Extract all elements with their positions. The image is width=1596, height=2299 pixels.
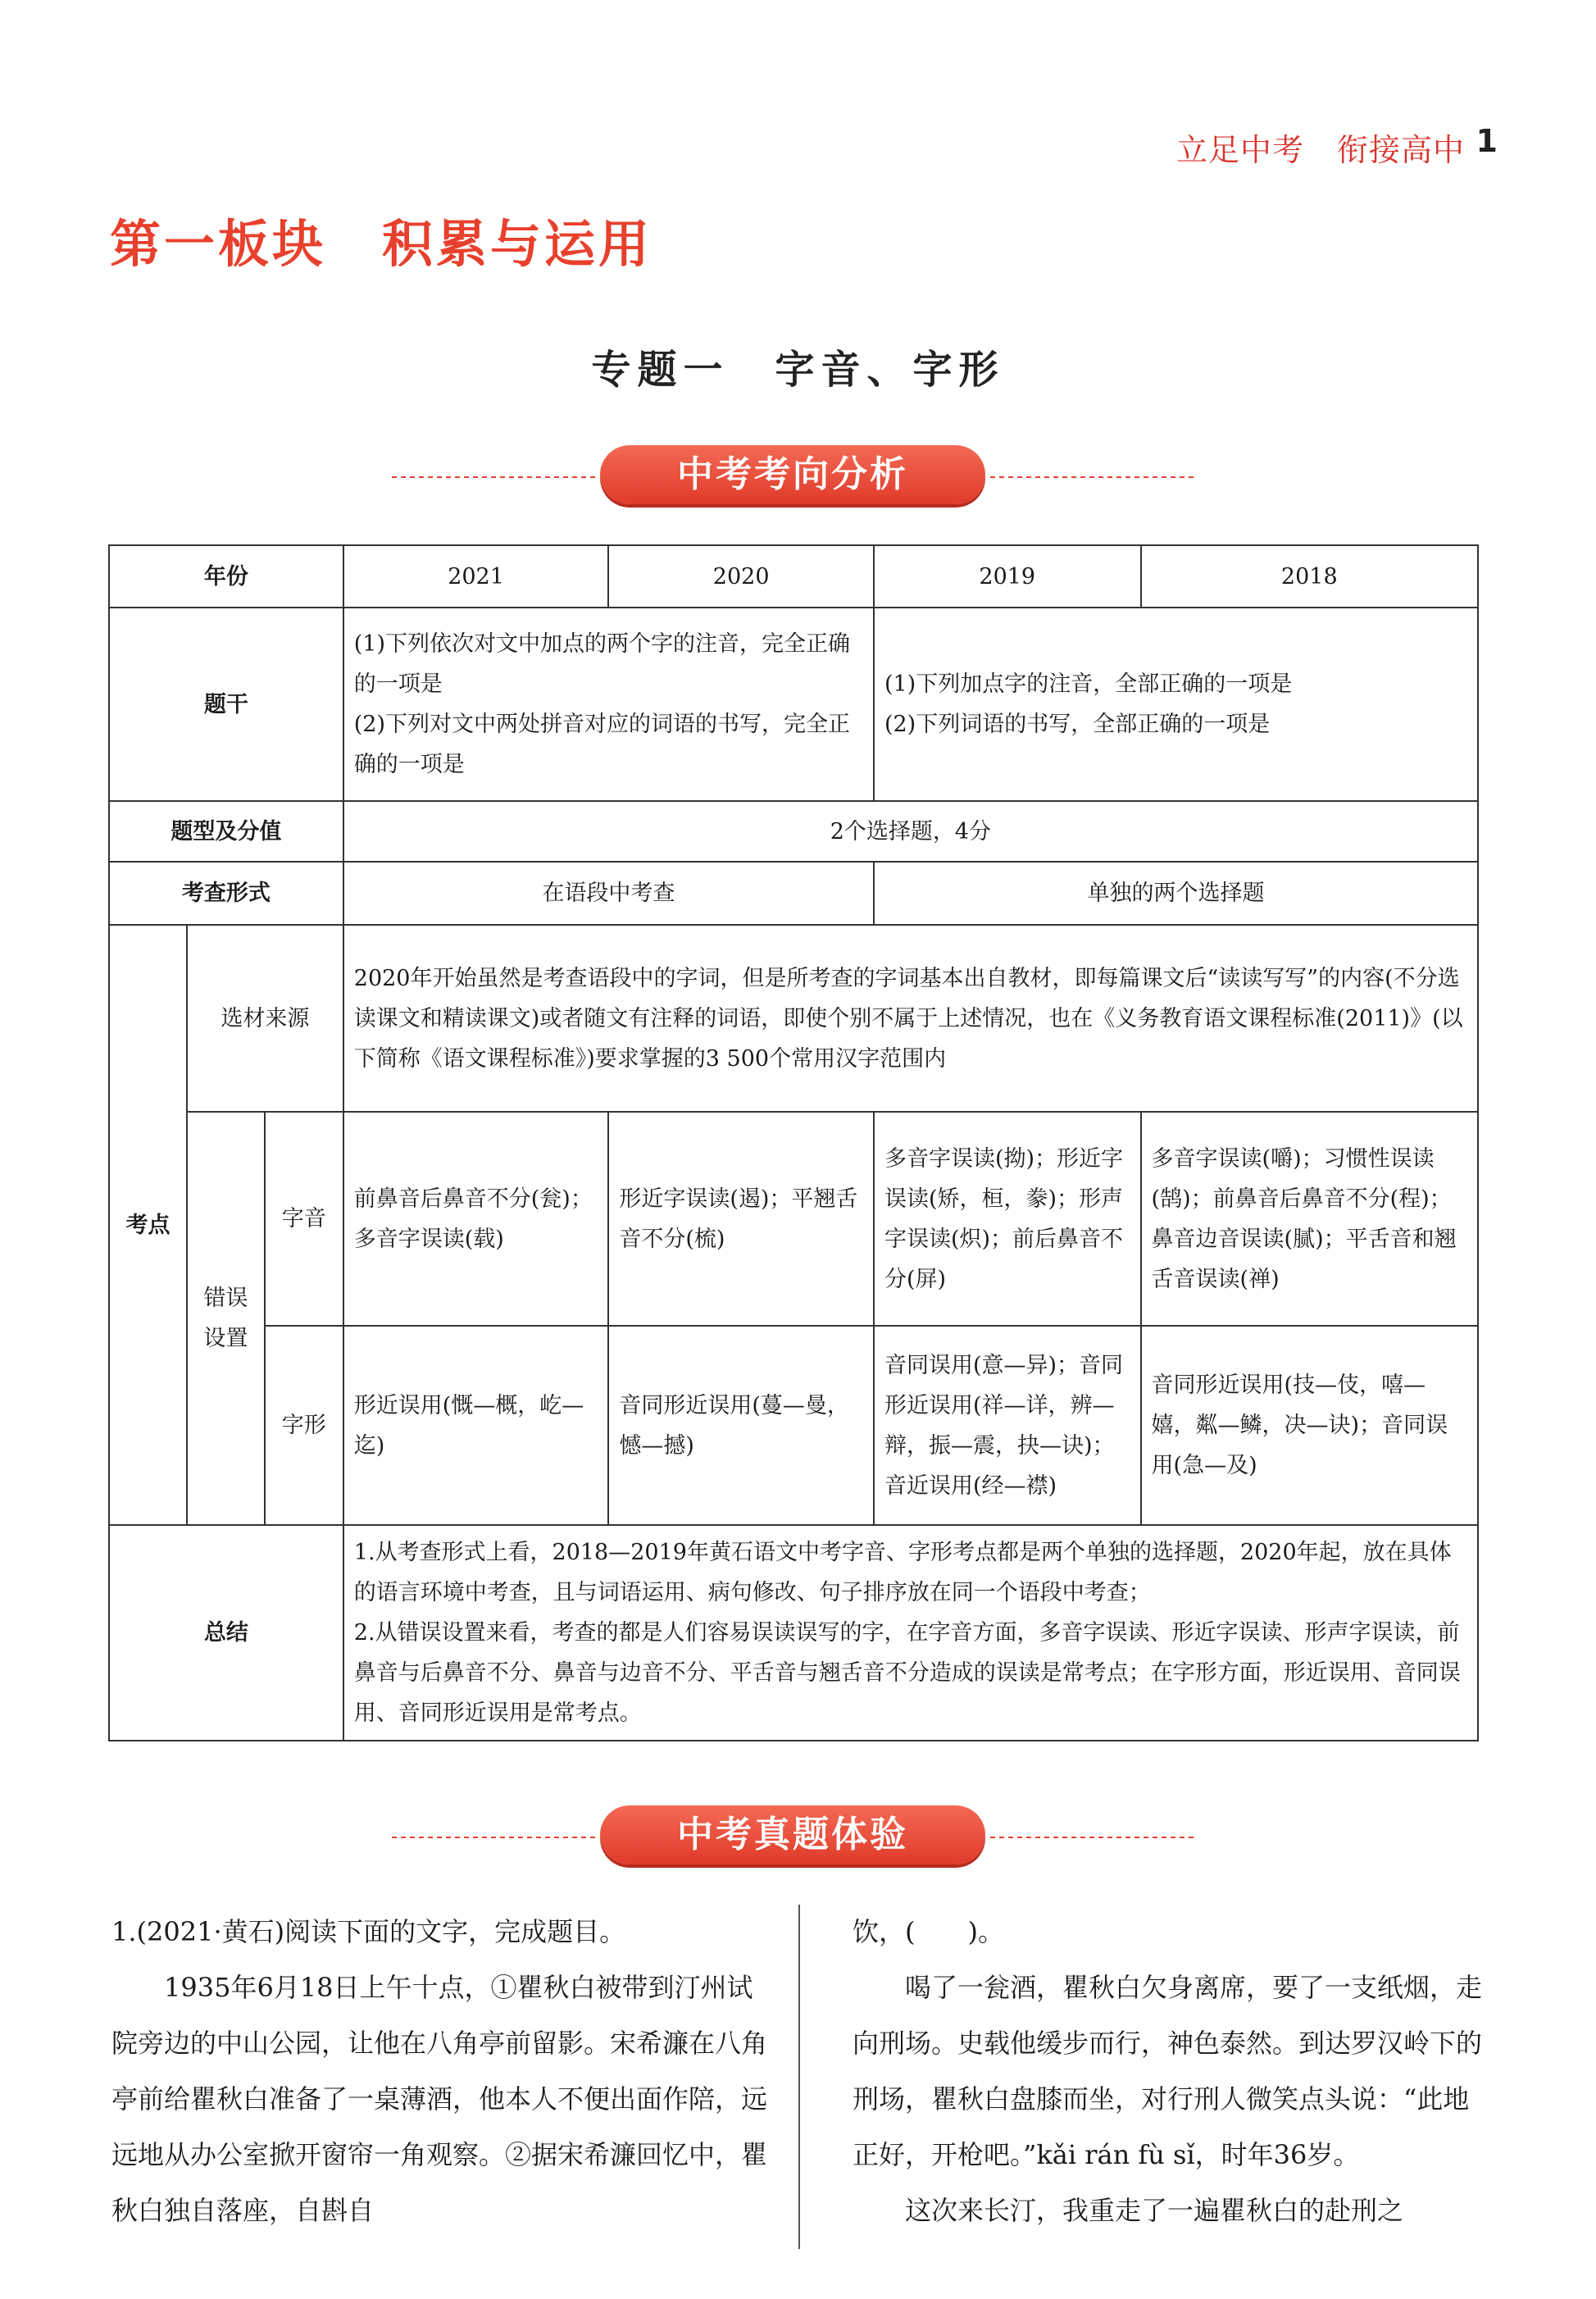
table-row: 字形 形近误用(慨—概，屹—迄) 音同形近误用(蔓—曼，憾—撼) 音同误用(意—异)；音同形近误用(祥—详，辨—辩，振—震，抉—诀)；音近误用(经—襟) 音同形近误用(技—伎，嘻—嬉，粼—鳞，决—诀)；音同误用(急—及) (109, 1326, 1478, 1525)
tigan-2021-2020: (1)下列依次对文中加点的两个字的注音，完全正确的一项是 (2)下列对文中两处拼音对应的词语的书写，完全正确的一项是 (343, 608, 874, 801)
decor-line-left (392, 1834, 597, 1839)
block-title: 第一板块 积累与运用 (110, 214, 653, 274)
question-paragraph: 1935年6月18日上午十点，①瞿秋白被带到汀州试院旁边的中山公园，让他在八角亭前留影。宋希濂在八角亭前给瞿秋白准备了一桌薄酒，他本人不便出面作陪，远远地从办公室掀开窗帘一角观察。②据宋希濂回忆中，瞿秋白独自落座，自斟自 (111, 1972, 768, 2226)
decor-line-right (990, 474, 1195, 479)
decor-line-right (990, 1834, 1195, 1839)
question-head: 1.(2021·黄石)阅读下面的文字，完成题目。 (111, 1916, 626, 1947)
section-banner-analysis (0, 445, 1596, 508)
question-left-column (111, 1904, 767, 2238)
header-slogan (1144, 125, 1465, 170)
analysis-table (108, 544, 1479, 1741)
banner-title: 中考考向分析 (600, 445, 985, 504)
table-row: 考点 选材来源 2020年开始虽然是考查语段中的字词，但是所考查的字词基本出自教材，即每篇课文后“读读写写”的内容(不分选读课文和精读课文)或者随文有注释的词语，即使个别不属于上述情况，也在《义务教育语文课程标准(2011)》(以下简称《语文课程标准》)要求掌握的3 500个常用汉字范围内 (109, 925, 1478, 1112)
page-number: 1 (1476, 123, 1498, 159)
table-row: 总结 1.从考查形式上看，2018—2019年黄石语文中考字音、字形考点都是两个单独的选择题，2020年起，放在具体的语言环境中考查，且与词语运用、病句修改、句子排序放在同一个语段中考查； 2.从错误设置来看，考查的都是人们容易误读误写的字，在字音方面，多音字误读、形近字误读、形声字误读，前鼻音与后鼻音不分、鼻音与边音不分、平舌音与翘舌音不分造成的误读是常考点；在字形方面，形近误用、音同误用、音同形近误用是常考点。 (109, 1525, 1478, 1741)
topic-title: 专题一 字音、字形 (591, 347, 1005, 393)
table-row: 题型及分值 2个选择题，4分 (109, 801, 1478, 862)
summary-text: 1.从考查形式上看，2018—2019年黄石语文中考字音、字形考点都是两个单独的选择题，2020年起，放在具体的语言环境中考查，且与词语运用、病句修改、句子排序放在同一个语段中考查； 2.从错误设置来看，考查的都是人们容易误读误写的字，在字音方面，多音字误读、形近字误读、形声字误读，前鼻音与后鼻音不分、鼻音与边音不分、平舌音与翘舌音不分造成的误读是常考点；在字形方面，形近误用、音同误用、音同形近误用是常考点。 (343, 1525, 1478, 1741)
table-row: 年份 2021 2020 2019 2018 (109, 545, 1478, 608)
table-row: 错误设置 字音 前鼻音后鼻音不分(瓮)；多音字误读(载) 形近字误读(遏)；平翘舌音不分(梳) 多音字误读(拗)；形近字误读(矫，桓，豢)；形声字误读(炽)；前后鼻音不分(屏) 多音字误读(嚼)；习惯性误读(鹄)；前鼻音后鼻音不分(程)；鼻音边音误读(腻)；平舌音和翘舌音误读(禅) (109, 1112, 1478, 1326)
question-paragraph: 这次来长汀，我重走了一遍瞿秋白的赴刑之 (905, 2195, 1404, 2226)
question-paragraph: 喝了一瓮酒，瞿秋白欠身离席，要了一支纸烟，走向刑场。史载他缓步而行，神色泰然。到达罗汉岭下的刑场，瞿秋白盘膝而坐，对行刑人微笑点头说：“此地正好，开枪吧。”kǎi rán fù sǐ，时年36岁。 (853, 1972, 1483, 2170)
tigan-2019-2018: (1)下列加点字的注音，全部正确的一项是 (2)下列词语的书写，全部正确的一项是 (874, 608, 1478, 801)
slogan-2: 衔接高中 (1336, 132, 1465, 168)
table-row: 题干 (1)下列依次对文中加点的两个字的注音，完全正确的一项是 (2)下列对文中两处拼音对应的词语的书写，完全正确的一项是 (1)下列加点字的注音，全部正确的一项是 (2)下列词语的书写，全部正确的一项是 (109, 608, 1478, 801)
banner-title: 中考真题体验 (600, 1805, 985, 1864)
table-row: 考查形式 在语段中考查 单独的两个选择题 (109, 862, 1478, 925)
section-banner-exam (0, 1805, 1596, 1868)
decor-line-left (392, 474, 597, 479)
question-paragraph: 饮，( )。 (853, 1916, 1004, 1947)
slogan-1: 立足中考 (1175, 132, 1304, 168)
column-divider (798, 1905, 800, 2249)
question-right-column (853, 1904, 1484, 2238)
source-text: 2020年开始虽然是考查语段中的字词，但是所考查的字词基本出自教材，即每篇课文后“读读写写”的内容(不分选读课文和精读课文)或者随文有注释的词语，即使个别不属于上述情况，也在《义务教育语文课程标准(2011)》(以下简称《语文课程标准》)要求掌握的3 500个常用汉字范围内 (343, 925, 1478, 1112)
